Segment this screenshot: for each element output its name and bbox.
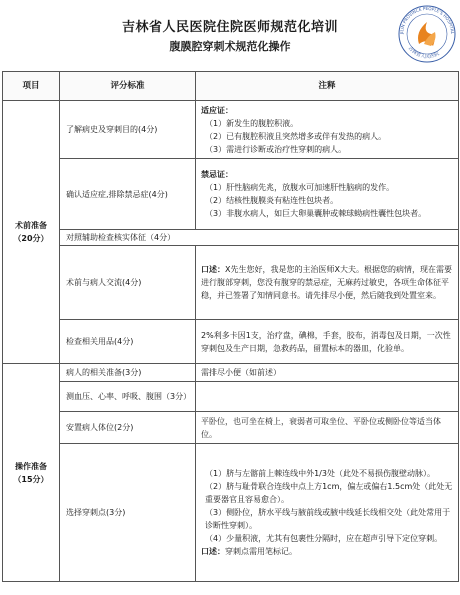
header-criteria: 评分标准 — [60, 72, 196, 101]
note-cell — [196, 382, 459, 412]
document-title: 吉林省人民医院住院医师规范化培训 — [121, 20, 338, 35]
table-row — [3, 101, 459, 159]
note-text: 穿刺点需用笔标记。 — [225, 547, 297, 556]
section-name: 操作准备 — [15, 461, 47, 471]
document-subtitle: 腹膜腔穿刺术规范化操作 — [169, 40, 291, 53]
note-item: （2）脐与耻骨联合连线中点上方1cm，偏左或偏右1.5cm处（此处无重要器官且容易愈合）。 — [205, 482, 453, 504]
table-row — [3, 382, 459, 412]
logo-cn-text: 吉林省人民医院 — [406, 45, 441, 61]
scoring-table — [2, 71, 459, 582]
note-line: （2）已有腹腔积液且突然增多或伴有发热的病人。 — [205, 131, 387, 141]
note-item: （4）少量积液，尤其有包裹性分隔时，应在超声引导下定位穿刺。 — [205, 534, 443, 543]
note-label: 适应证： — [201, 105, 233, 115]
criterion-cell: 术前与病人交流(4分) — [60, 246, 196, 320]
criterion-cell: 安置病人体位(2分) — [60, 412, 196, 444]
page-header — [0, 0, 460, 76]
note-line: （1）新发生的腹腔积液。 — [205, 118, 299, 128]
criterion-cell: 测血压、心率、呼吸、腹围（3分） — [60, 382, 196, 412]
criterion-cell: 选择穿刺点(3分) — [60, 444, 196, 582]
note-tail — [201, 545, 455, 558]
header-category: 项目 — [3, 72, 60, 101]
header-notes: 注释 — [196, 72, 459, 101]
criterion-cell: 病人的相关准备(3分) — [60, 364, 196, 382]
note-label: 口述： — [201, 547, 225, 556]
table-row — [3, 230, 459, 246]
note-item: （3）侧卧位，脐水平线与腋前线或腋中线延长线相交处（此处常用于诊断性穿刺）。 — [205, 508, 451, 530]
criterion-cell: 确认适应症,排除禁忌症(4分) — [60, 159, 196, 230]
section-pre-op — [3, 101, 60, 364]
criterion-cell: 了解病史及穿刺目的(4分) — [60, 101, 196, 159]
note-cell: 需排尽小便（如前述） — [196, 364, 459, 382]
note-label: 口述： — [201, 265, 225, 274]
note-cell: 2%利多卡因1支，治疗盘，碘棉，手套，胶布，消毒包及日期，一次性穿刺包及生产日期，急救药品，留置标本的器皿，化验单。 — [196, 320, 459, 364]
section-score: （15分） — [13, 474, 49, 484]
section-name: 术前准备 — [15, 221, 47, 230]
criterion-cell: 对照辅助检查核实体征（4分） — [60, 230, 459, 246]
table-row — [3, 320, 459, 364]
logo-ring-text: JILIN PROVINCE PEOPLE'S HOSPITAL — [398, 5, 456, 35]
table-row — [3, 159, 459, 230]
note-item: （1）脐与左髂前上棘连线中外1/3处（此处不易损伤腹壁动脉）。 — [205, 469, 435, 478]
note-cell — [196, 444, 459, 582]
table-row — [3, 364, 459, 382]
table-row — [3, 444, 459, 582]
note-line: （2）结核性腹膜炎有粘连性包块者。 — [205, 196, 339, 205]
note-line: （1）肝性脑病先兆，放腹水可加速肝性脑病的发作。 — [205, 183, 395, 192]
section-score: （20分） — [13, 234, 49, 243]
table-row — [3, 246, 459, 320]
note-cell — [196, 101, 459, 159]
note-line: （3）非腹水病人，如巨大卵巢囊肿或棘球蚴病性囊性包块者。 — [205, 209, 427, 218]
note-label: 禁忌证： — [201, 170, 233, 179]
note-cell: 平卧位，也可坐在椅上，衰弱者可取坐位、平卧位或侧卧位等适当体位。 — [196, 412, 459, 444]
note-cell — [196, 246, 459, 320]
criterion-cell: 检查相关用品(4分) — [60, 320, 196, 364]
note-text: X先生您好，我是您的主治医师X大夫。根据您的病情，现在需要进行腹部穿刺，您没有腹穿的禁忌症，无麻药过敏史，各项生命体征平稳，并已签署了知情同意书。请先排尽小便，然后随我到处置室来。 — [201, 265, 452, 300]
note-line: （3）需进行诊断或治疗性穿刺的病人。 — [205, 144, 347, 154]
section-op-prep — [3, 364, 60, 582]
note-cell — [196, 159, 459, 230]
hospital-logo-icon — [397, 4, 457, 64]
table-row — [3, 412, 459, 444]
